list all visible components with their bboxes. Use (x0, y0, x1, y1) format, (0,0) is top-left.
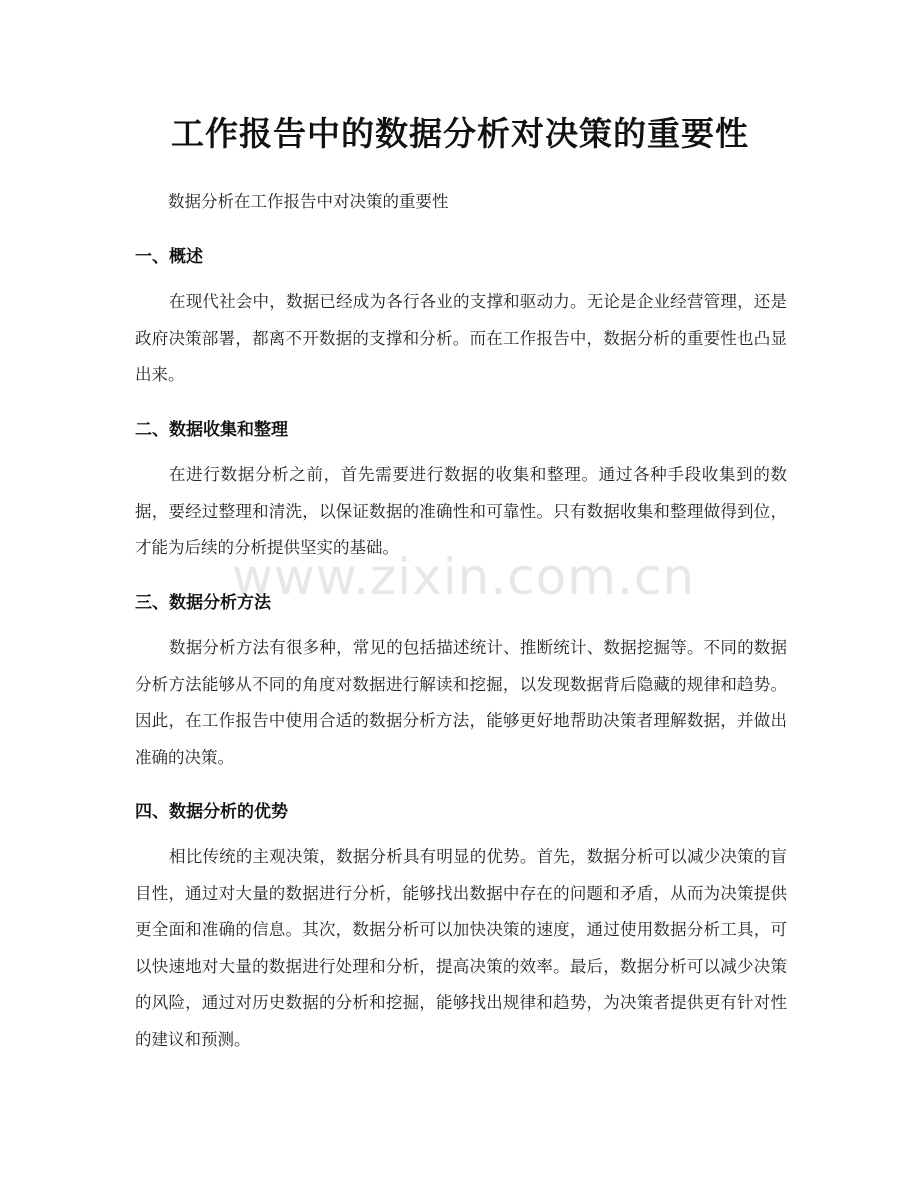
document-subtitle: 数据分析在工作报告中对决策的重要性 (168, 192, 449, 211)
section-body-overview: 在现代社会中，数据已经成为各行各业的支撑和驱动力。无论是企业经营管理，还是政府决策部署，都离不开数据的支撑和分析。而在工作报告中，数据分析的重要性也凸显出来。 (135, 292, 787, 384)
watermark-text: www.zixin.com.cn (232, 548, 696, 606)
section-heading-methods: 三、数据分析方法 (135, 593, 271, 613)
section-body-collection: 在进行数据分析之前，首先需要进行数据的收集和整理。通过各种手段收集到的数据，要经过整理和清洗，以保证数据的准确性和可靠性。只有数据收集和整理做得到位，才能为后续的分析提供坚实的基础。 (135, 465, 787, 557)
section-body-methods: 数据分析方法有很多种，常见的包括描述统计、推断统计、数据挖掘等。不同的数据分析方法能够从不同的角度对数据进行解读和挖掘，以发现数据背后隐藏的规律和趋势。因此，在工作报告中使用合适的数据分析方法，能够更好地帮助决策者理解数据，并做出准确的决策。 (135, 638, 787, 767)
section-heading-advantages: 四、数据分析的优势 (135, 802, 288, 822)
document-title: 工作报告中的数据分析对决策的重要性 (171, 114, 749, 153)
section-heading-overview: 一、概述 (135, 247, 203, 267)
section-heading-collection: 二、数据收集和整理 (135, 420, 288, 440)
section-body-advantages: 相比传统的主观决策，数据分析具有明显的优势。首先，数据分析可以减少决策的盲目性，通过对大量的数据进行分析，能够找出数据中存在的问题和矛盾，从而为决策提供更全面和准确的信息。其次，数据分析可以加快决策的速度，通过使用数据分析工具，可以快速地对大量的数据进行处理和分析，提高决策的效率。最后，数据分析可以减少决策的风险，通过对历史数据的分析和挖掘，能够找出规律和趋势，为决策者提供更有针对性的建议和预测。 (135, 847, 787, 1049)
